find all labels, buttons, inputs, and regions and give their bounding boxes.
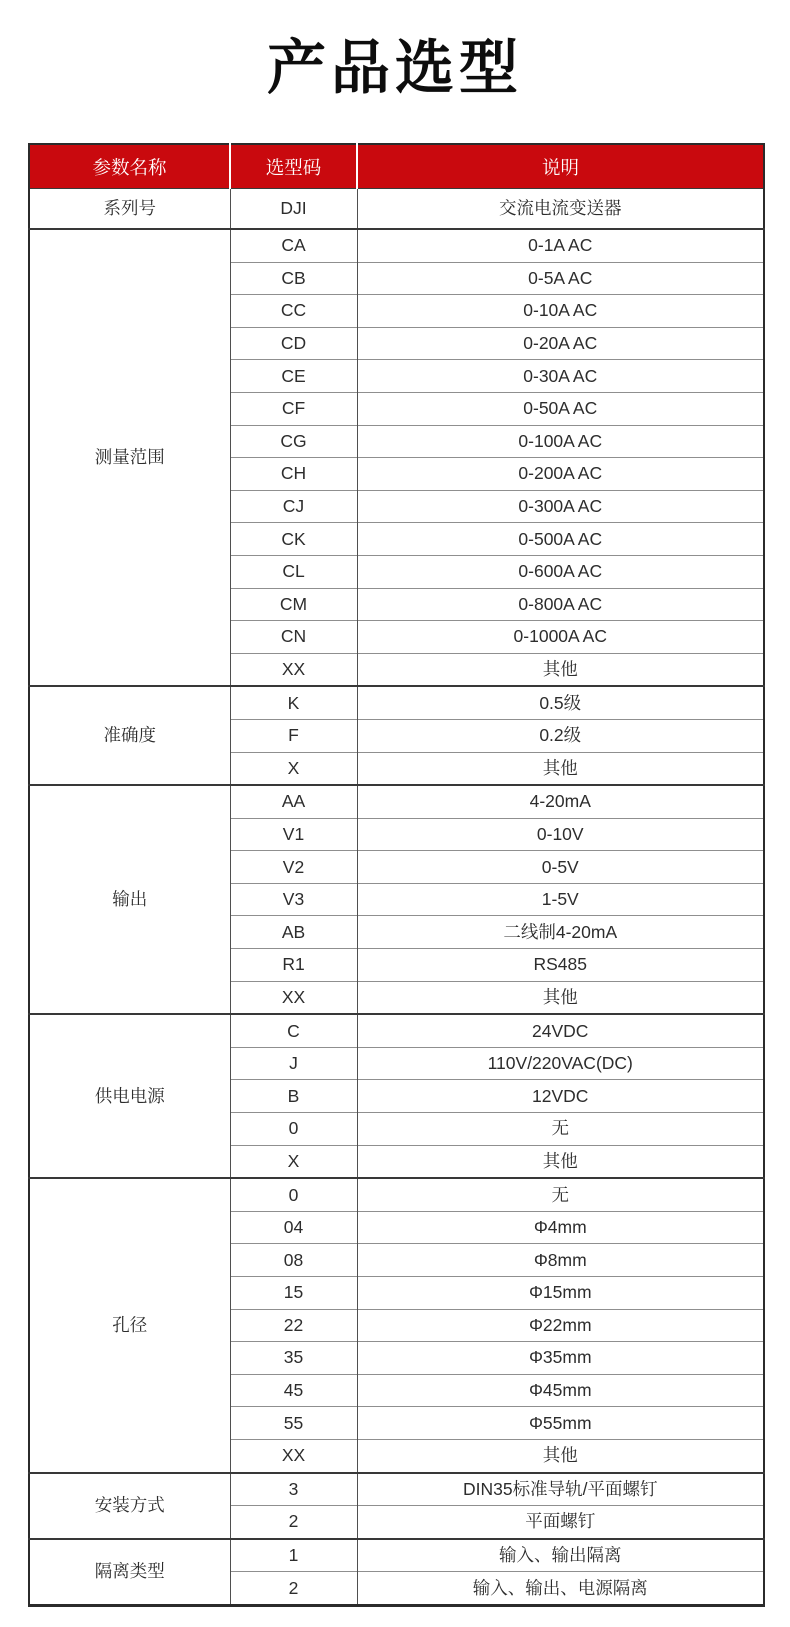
description-cell: 0-100A AC bbox=[357, 425, 764, 458]
description-cell: 0-30A AC bbox=[357, 360, 764, 393]
description-cell: DIN35标准导轨/平面螺钉 bbox=[357, 1473, 764, 1506]
description-cell: 其他 bbox=[357, 653, 764, 686]
code-cell: K bbox=[230, 686, 357, 719]
code-cell: 2 bbox=[230, 1506, 357, 1539]
code-cell: CD bbox=[230, 327, 357, 360]
description-cell: 无 bbox=[357, 1178, 764, 1211]
code-cell: 55 bbox=[230, 1407, 357, 1440]
description-cell: Φ45mm bbox=[357, 1374, 764, 1407]
column-header-param-name: 参数名称 bbox=[29, 144, 230, 189]
selection-table bbox=[28, 143, 765, 1607]
description-cell: 0-5V bbox=[357, 851, 764, 884]
description-cell: 0-1A AC bbox=[357, 229, 764, 262]
description-cell: 无 bbox=[357, 1113, 764, 1146]
param-name-cell: 隔离类型 bbox=[29, 1539, 230, 1606]
code-cell: 3 bbox=[230, 1473, 357, 1506]
code-cell: CL bbox=[230, 555, 357, 588]
code-cell: XX bbox=[230, 1439, 357, 1472]
description-cell: 0-5A AC bbox=[357, 262, 764, 295]
description-cell: Φ15mm bbox=[357, 1277, 764, 1310]
table-row bbox=[29, 785, 764, 818]
code-cell: F bbox=[230, 719, 357, 752]
table-row bbox=[29, 1473, 764, 1506]
param-name-cell: 孔径 bbox=[29, 1178, 230, 1472]
description-cell: 0-500A AC bbox=[357, 523, 764, 556]
code-cell: X bbox=[230, 1145, 357, 1178]
code-cell: V1 bbox=[230, 818, 357, 851]
description-cell: 0-800A AC bbox=[357, 588, 764, 621]
table-row bbox=[29, 1014, 764, 1047]
description-cell: 0-20A AC bbox=[357, 327, 764, 360]
code-cell: 08 bbox=[230, 1244, 357, 1277]
code-cell: CE bbox=[230, 360, 357, 393]
code-cell: CK bbox=[230, 523, 357, 556]
code-cell: 2 bbox=[230, 1572, 357, 1606]
description-cell: 0-50A AC bbox=[357, 392, 764, 425]
table-row bbox=[29, 1539, 764, 1572]
description-cell: 输入、输出隔离 bbox=[357, 1539, 764, 1572]
description-cell: 0-1000A AC bbox=[357, 621, 764, 654]
description-cell: RS485 bbox=[357, 949, 764, 982]
description-cell: 0-10A AC bbox=[357, 295, 764, 328]
code-cell: CG bbox=[230, 425, 357, 458]
code-cell: 45 bbox=[230, 1374, 357, 1407]
description-cell: Φ55mm bbox=[357, 1407, 764, 1440]
description-cell: Φ22mm bbox=[357, 1309, 764, 1342]
table-row bbox=[29, 229, 764, 262]
description-cell: 0.2级 bbox=[357, 719, 764, 752]
description-cell: 其他 bbox=[357, 981, 764, 1014]
param-name-cell: 系列号 bbox=[29, 189, 230, 230]
description-cell: 输入、输出、电源隔离 bbox=[357, 1572, 764, 1606]
description-cell: Φ4mm bbox=[357, 1211, 764, 1244]
product-selection-table bbox=[28, 143, 763, 1607]
code-cell: 15 bbox=[230, 1277, 357, 1310]
description-cell: 0-10V bbox=[357, 818, 764, 851]
code-cell: B bbox=[230, 1080, 357, 1113]
code-cell: V3 bbox=[230, 883, 357, 916]
description-cell: 12VDC bbox=[357, 1080, 764, 1113]
description-cell: 1-5V bbox=[357, 883, 764, 916]
description-cell: 交流电流变送器 bbox=[357, 189, 764, 230]
table-body bbox=[29, 189, 764, 1606]
code-cell: CJ bbox=[230, 490, 357, 523]
param-name-cell: 供电电源 bbox=[29, 1014, 230, 1178]
code-cell: 04 bbox=[230, 1211, 357, 1244]
description-cell: 二线制4-20mA bbox=[357, 916, 764, 949]
table-header-row bbox=[29, 144, 764, 189]
code-cell: CA bbox=[230, 229, 357, 262]
code-cell: XX bbox=[230, 981, 357, 1014]
code-cell: J bbox=[230, 1047, 357, 1080]
code-cell: R1 bbox=[230, 949, 357, 982]
description-cell: 0-200A AC bbox=[357, 458, 764, 491]
code-cell: DJI bbox=[230, 189, 357, 230]
code-cell: CH bbox=[230, 458, 357, 491]
code-cell: CC bbox=[230, 295, 357, 328]
description-cell: 其他 bbox=[357, 1145, 764, 1178]
description-cell: 0-600A AC bbox=[357, 555, 764, 588]
description-cell: 其他 bbox=[357, 752, 764, 785]
page-title: 产品选型 bbox=[266, 35, 523, 101]
code-cell: C bbox=[230, 1014, 357, 1047]
param-name-cell: 准确度 bbox=[29, 686, 230, 785]
table-row bbox=[29, 1178, 764, 1211]
code-cell: CN bbox=[230, 621, 357, 654]
table-row bbox=[29, 686, 764, 719]
code-cell: CB bbox=[230, 262, 357, 295]
code-cell: 35 bbox=[230, 1342, 357, 1375]
code-cell: AA bbox=[230, 785, 357, 818]
description-cell: Φ8mm bbox=[357, 1244, 764, 1277]
param-name-cell: 安装方式 bbox=[29, 1473, 230, 1539]
code-cell: CM bbox=[230, 588, 357, 621]
description-cell: 0.5级 bbox=[357, 686, 764, 719]
code-cell: 1 bbox=[230, 1539, 357, 1572]
code-cell: 0 bbox=[230, 1113, 357, 1146]
description-cell: 110V/220VAC(DC) bbox=[357, 1047, 764, 1080]
code-cell: V2 bbox=[230, 851, 357, 884]
code-cell: 0 bbox=[230, 1178, 357, 1211]
description-cell: Φ35mm bbox=[357, 1342, 764, 1375]
column-header-description: 说明 bbox=[357, 144, 764, 189]
column-header-code: 选型码 bbox=[230, 144, 357, 189]
code-cell: XX bbox=[230, 653, 357, 686]
code-cell: X bbox=[230, 752, 357, 785]
param-name-cell: 输出 bbox=[29, 785, 230, 1014]
code-cell: CF bbox=[230, 392, 357, 425]
table-row bbox=[29, 189, 764, 230]
description-cell: 4-20mA bbox=[357, 785, 764, 818]
code-cell: AB bbox=[230, 916, 357, 949]
code-cell: 22 bbox=[230, 1309, 357, 1342]
description-cell: 0-300A AC bbox=[357, 490, 764, 523]
description-cell: 其他 bbox=[357, 1439, 764, 1472]
description-cell: 24VDC bbox=[357, 1014, 764, 1047]
description-cell: 平面螺钉 bbox=[357, 1506, 764, 1539]
param-name-cell: 测量范围 bbox=[29, 229, 230, 686]
